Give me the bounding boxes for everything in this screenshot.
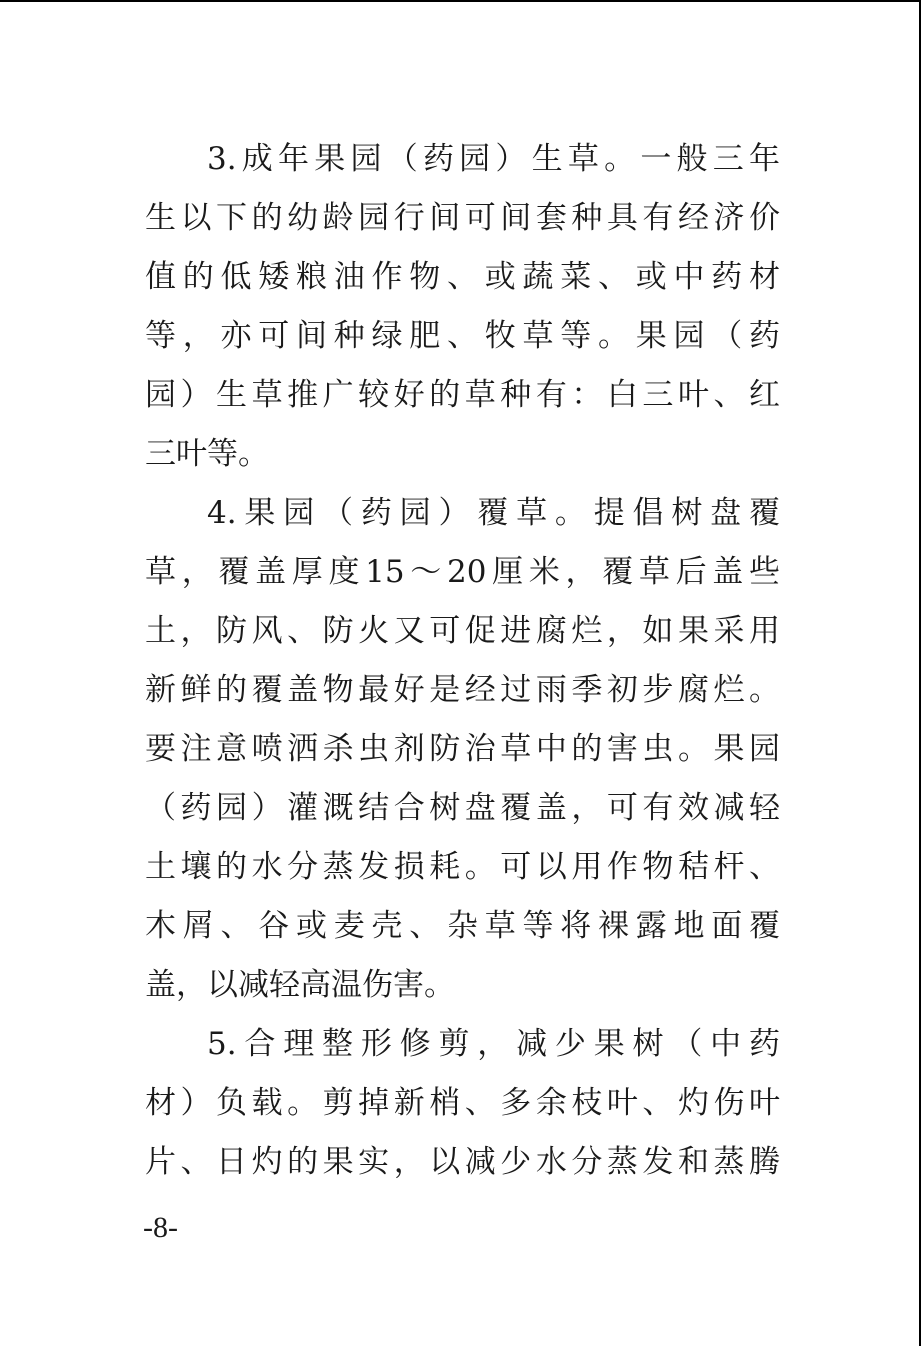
body-text xyxy=(145,130,780,1192)
text-line: 土，防风、防火又可促进腐烂，如果采用 xyxy=(145,613,780,649)
text-line: 盖，以减轻高温伤害。 xyxy=(145,967,455,1003)
text-line: 材）负载。剪掉新梢、多余枝叶、灼伤叶 xyxy=(145,1085,780,1121)
text-line: 5.合理整形修剪，减少果树（中药 xyxy=(207,1026,780,1062)
text-line: （药园）灌溉结合树盘覆盖，可有效减轻 xyxy=(145,790,780,826)
text-line: 4.果园（药园）覆草。提倡树盘覆 xyxy=(207,495,780,531)
text-line: 草，覆盖厚度15～20厘米，覆草后盖些 xyxy=(145,554,780,590)
text-line: 片、日灼的果实，以减少水分蒸发和蒸腾 xyxy=(145,1144,780,1180)
text-line: 木屑、谷或麦壳、杂草等将裸露地面覆 xyxy=(145,908,780,944)
paragraph-4 xyxy=(145,484,780,1015)
text-line: 生以下的幼龄园行间可间套种具有经济价 xyxy=(145,200,780,236)
paragraph-5 xyxy=(145,1015,780,1192)
text-line: 新鲜的覆盖物最好是经过雨季初步腐烂。 xyxy=(145,672,780,708)
text-line: 3.成年果园（药园）生草。一般三年 xyxy=(207,141,780,177)
page-number: -8- xyxy=(143,1211,178,1244)
text-line: 园）生草推广较好的草种有：白三叶、红 xyxy=(145,377,780,413)
page-border-top xyxy=(0,0,921,2)
text-line: 三叶等。 xyxy=(145,436,269,472)
text-line: 要注意喷洒杀虫剂防治草中的害虫。果园 xyxy=(145,731,780,767)
text-line: 等，亦可间种绿肥、牧草等。果园（药 xyxy=(145,318,780,354)
text-line: 土壤的水分蒸发损耗。可以用作物秸杆、 xyxy=(145,849,780,885)
paragraph-3 xyxy=(145,130,780,484)
text-line: 值的低矮粮油作物、或蔬菜、或中药材 xyxy=(145,259,780,295)
